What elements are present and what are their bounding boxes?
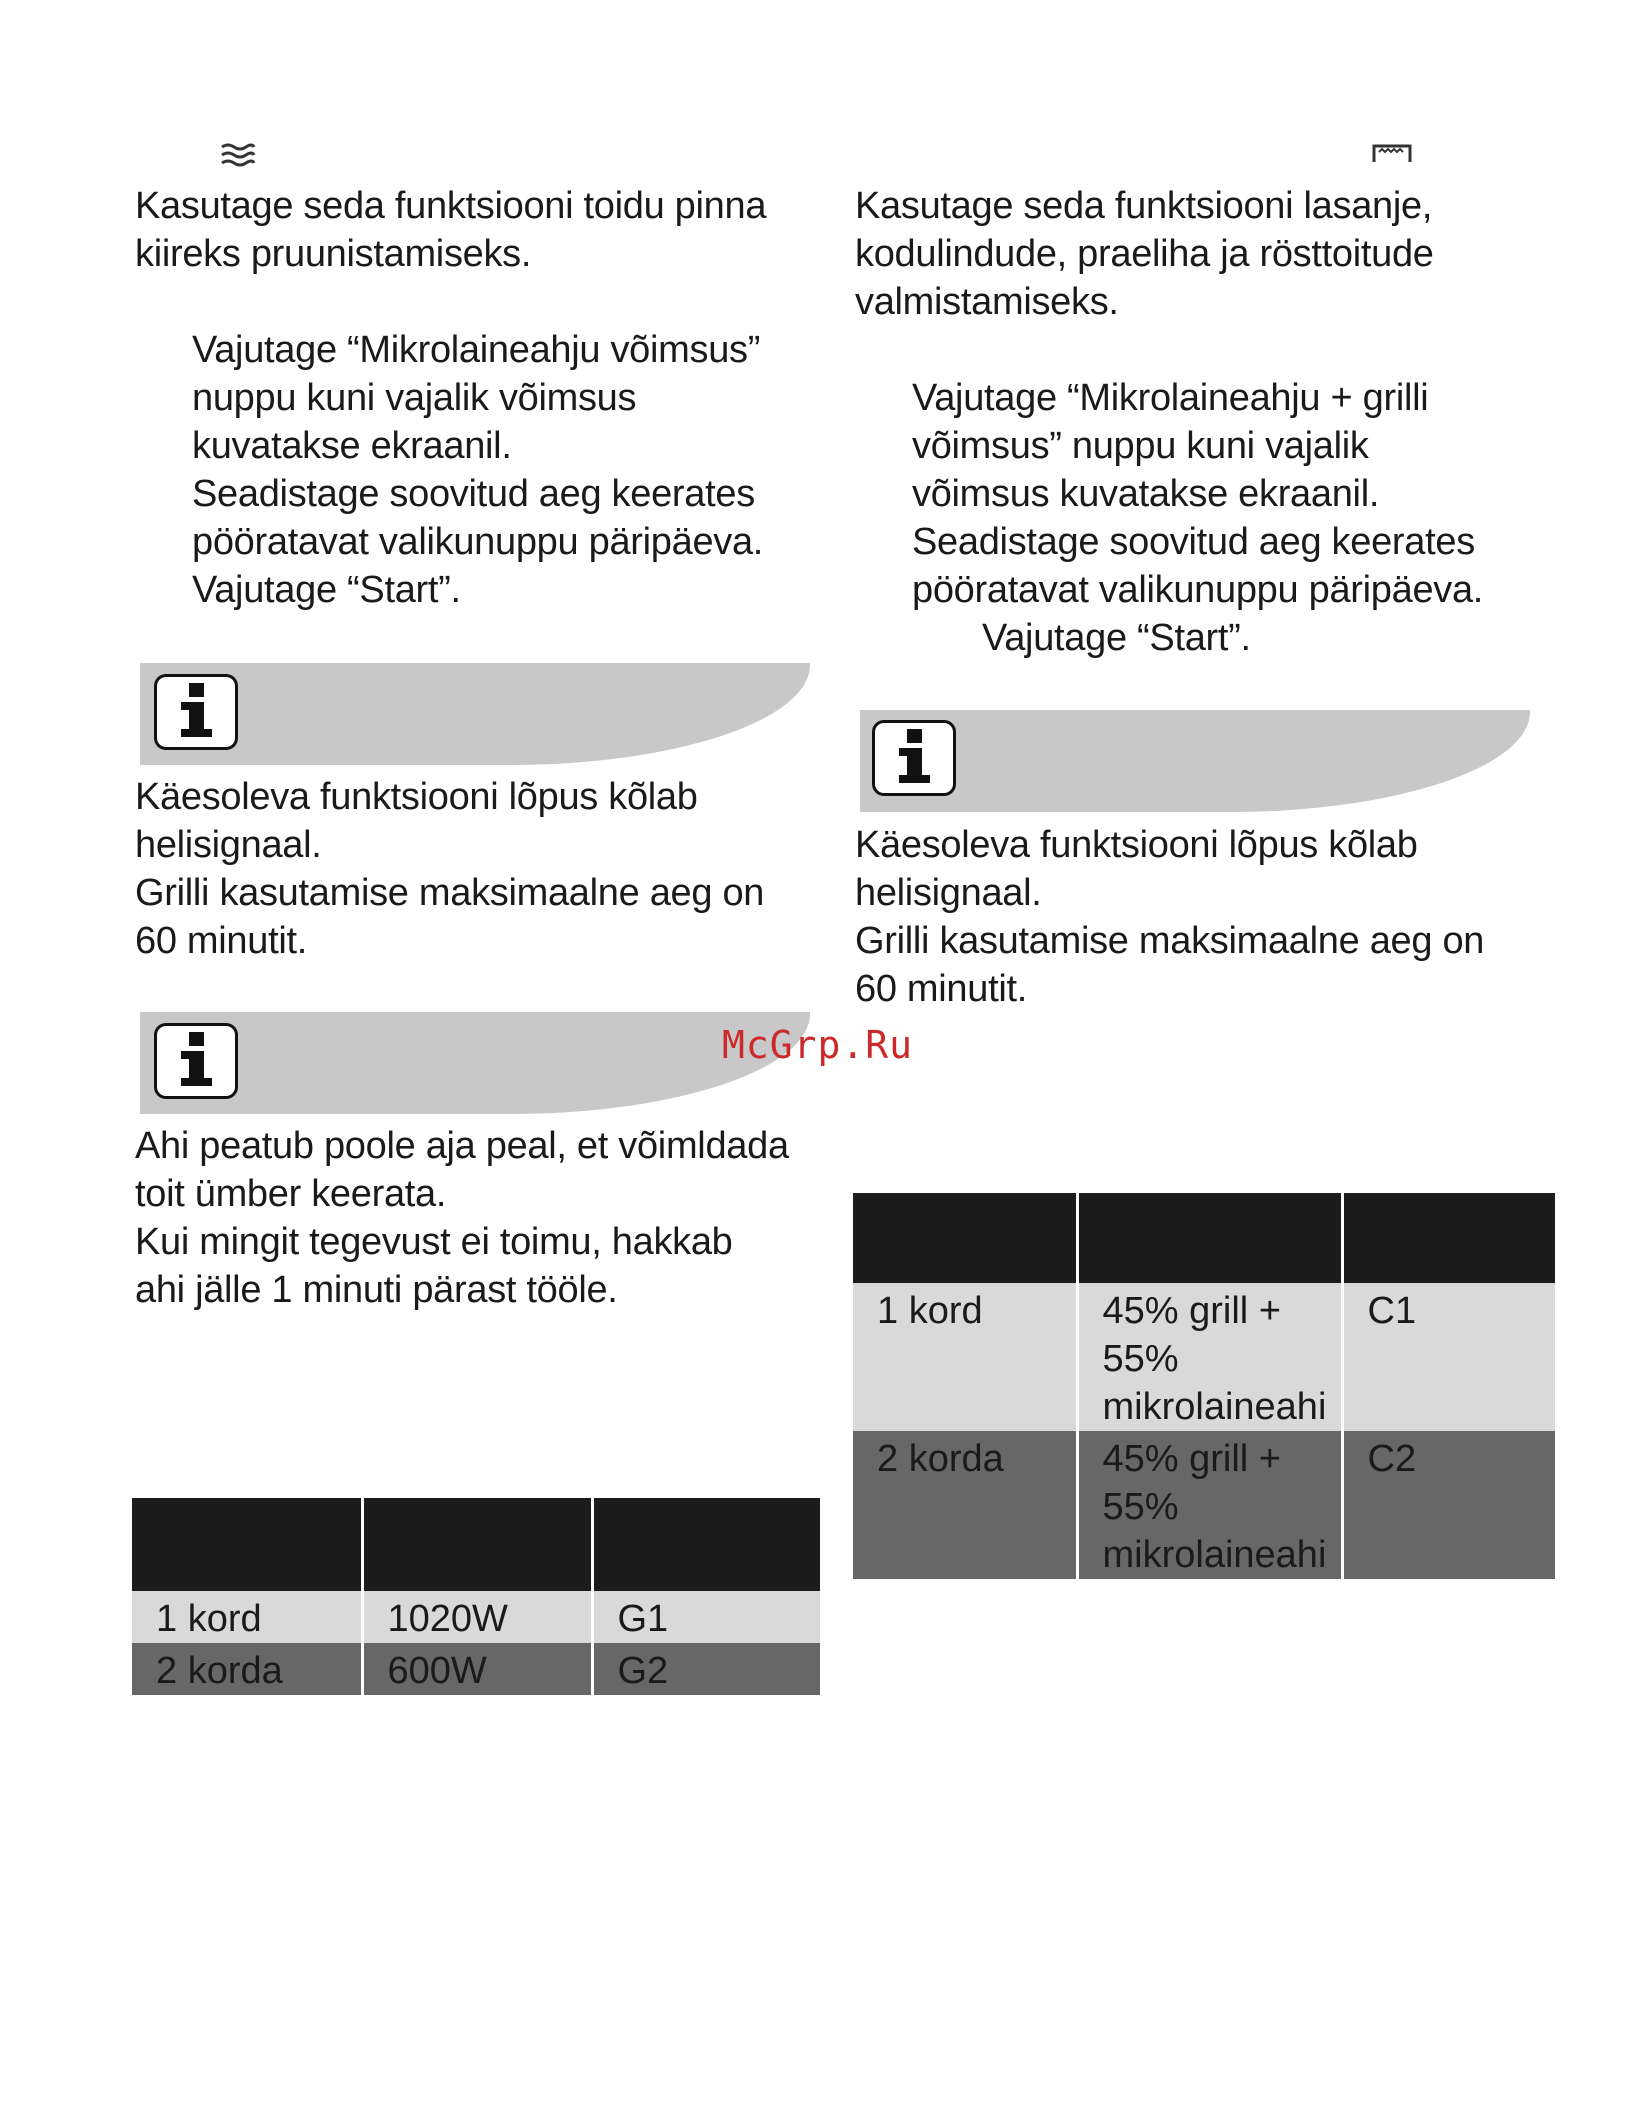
info-band <box>140 1012 810 1114</box>
left-intro: Kasutage seda funktsiooni toidu pinna kiireks pruunistamiseks. <box>135 185 767 275</box>
table-row: 2 korda 600W G2 <box>132 1643 820 1695</box>
table-row: 2 korda 45% grill + 55% mikrolaineahi C2 <box>853 1431 1555 1579</box>
right-note-1: Käesoleva funktsiooni lõpus kõlab helisignaal. Grilli kasutamise maksimaalne aeg on 60 minutit. <box>855 824 1485 1010</box>
info-icon <box>154 1023 238 1099</box>
table-row: 1 kord 45% grill + 55% mikrolaineahi C1 <box>853 1283 1555 1431</box>
left-note-2: Ahi peatub poole aja peal, et võimldada toit ümber keerata. Kui mingit tegevust ei toimu, hakkab ahi jälle 1 minuti pärast tööle. <box>135 1125 789 1311</box>
left-note-1: Käesoleva funktsiooni lõpus kõlab helisignaal. Grilli kasutamise maksimaalne aeg on 60 minutit. <box>135 776 765 962</box>
info-band <box>860 710 1530 812</box>
table-row: 1 kord 1020W G1 <box>132 1591 820 1643</box>
watermark: McGrp.Ru <box>722 1023 914 1067</box>
right-steps: Vajutage “Mikrolaineahju + grilli võimsus” nuppu kuni vajalik võimsus kuvatakse ekraanil. Seadistage soovitud aeg keerates pööratavat valikunuppu päripäeva. Vajutage “Start”. <box>912 377 1484 659</box>
left-steps: Vajutage “Mikrolaineahju võimsus” nuppu kuni vajalik võimsus kuvatakse ekraanil. Seadistage soovitud aeg keerates pööratavat valikunuppu päripäeva. Vajutage “Start”. <box>192 329 764 611</box>
right-intro: Kasutage seda funktsiooni lasanje, kodulindude, praeliha ja rösttoitude valmistamiseks. <box>855 185 1434 323</box>
info-icon <box>154 674 238 750</box>
grill-icon <box>220 142 256 173</box>
combi-grill-icon <box>1372 144 1412 169</box>
info-icon <box>872 720 956 796</box>
combi-power-table <box>853 1193 1555 1579</box>
table-header-row <box>853 1193 1555 1283</box>
info-band <box>140 663 810 765</box>
table-header-row <box>132 1498 820 1591</box>
grill-power-table <box>132 1498 820 1695</box>
